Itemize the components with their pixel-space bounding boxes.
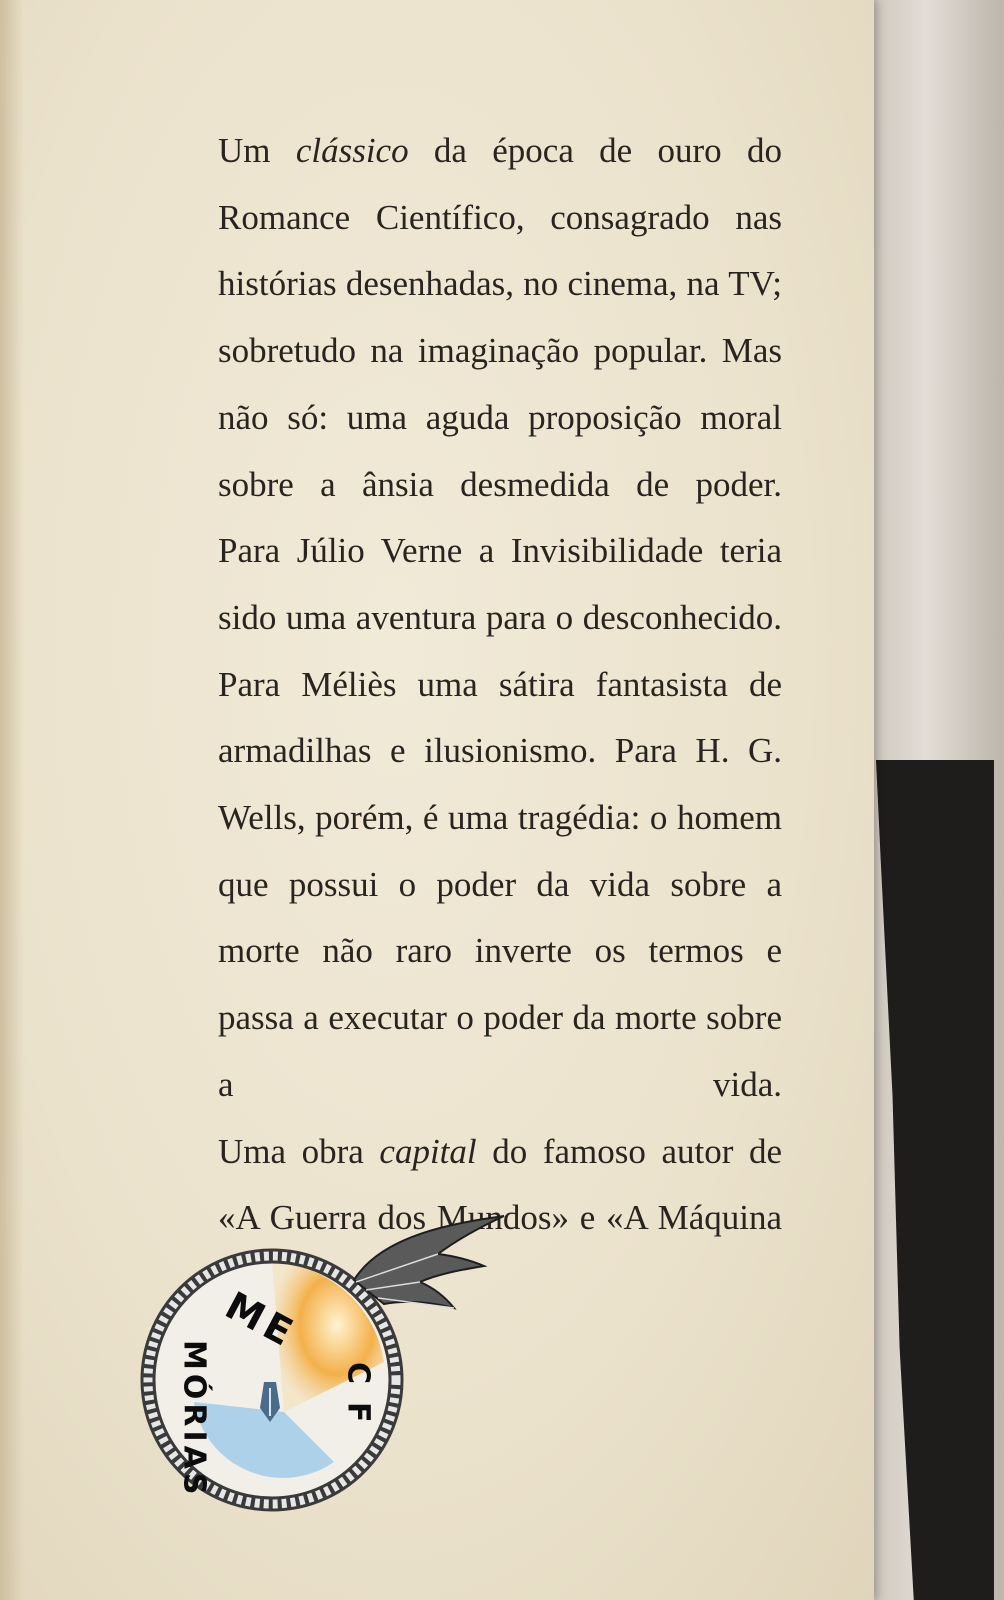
p1-emphasis: clássico bbox=[295, 131, 409, 170]
p2-text: Para Júlio Verne a Invisibilidade teria sido uma aventura para o desconhecido. Para Méliès uma sátira fantasista de armadilhas e ilusionismo. Para H. G. Wells, porém, é uma tragédia: o homem que possui o poder da vida sobre a morte não raro inverte os termos e passa a executar o poder da morte sobre a vida. bbox=[218, 531, 782, 1104]
logo-letters-left: MÓRIAS bbox=[176, 1340, 212, 1499]
logo-letters-top: ME bbox=[218, 1283, 305, 1357]
p3-emphasis: capital bbox=[379, 1131, 477, 1171]
dragon-wing-icon bbox=[354, 1216, 504, 1308]
p3-lead: Uma obra bbox=[218, 1131, 380, 1171]
memorias-logo-stamp bbox=[134, 1212, 514, 1572]
blurb-paragraph-1 bbox=[218, 118, 782, 518]
p3-rest: do famoso autor de «A Guerra dos Mundos» e «A Máquina bbox=[218, 1131, 782, 1238]
p1-lead: Um bbox=[218, 131, 296, 170]
blurb-text bbox=[218, 118, 782, 1319]
blurb-paragraph-2 bbox=[218, 518, 782, 1118]
page-edge-shadow bbox=[0, 0, 24, 1600]
logo-letters-right: CF bbox=[340, 1362, 376, 1441]
p1-rest: da época de ouro do Romance Científico, consagrado nas histórias desenhadas, no cinema, na TV; sobretudo na imaginação popular. Mas não só: uma aguda proposição moral sobre a ânsia desmedida de poder. bbox=[218, 131, 782, 504]
